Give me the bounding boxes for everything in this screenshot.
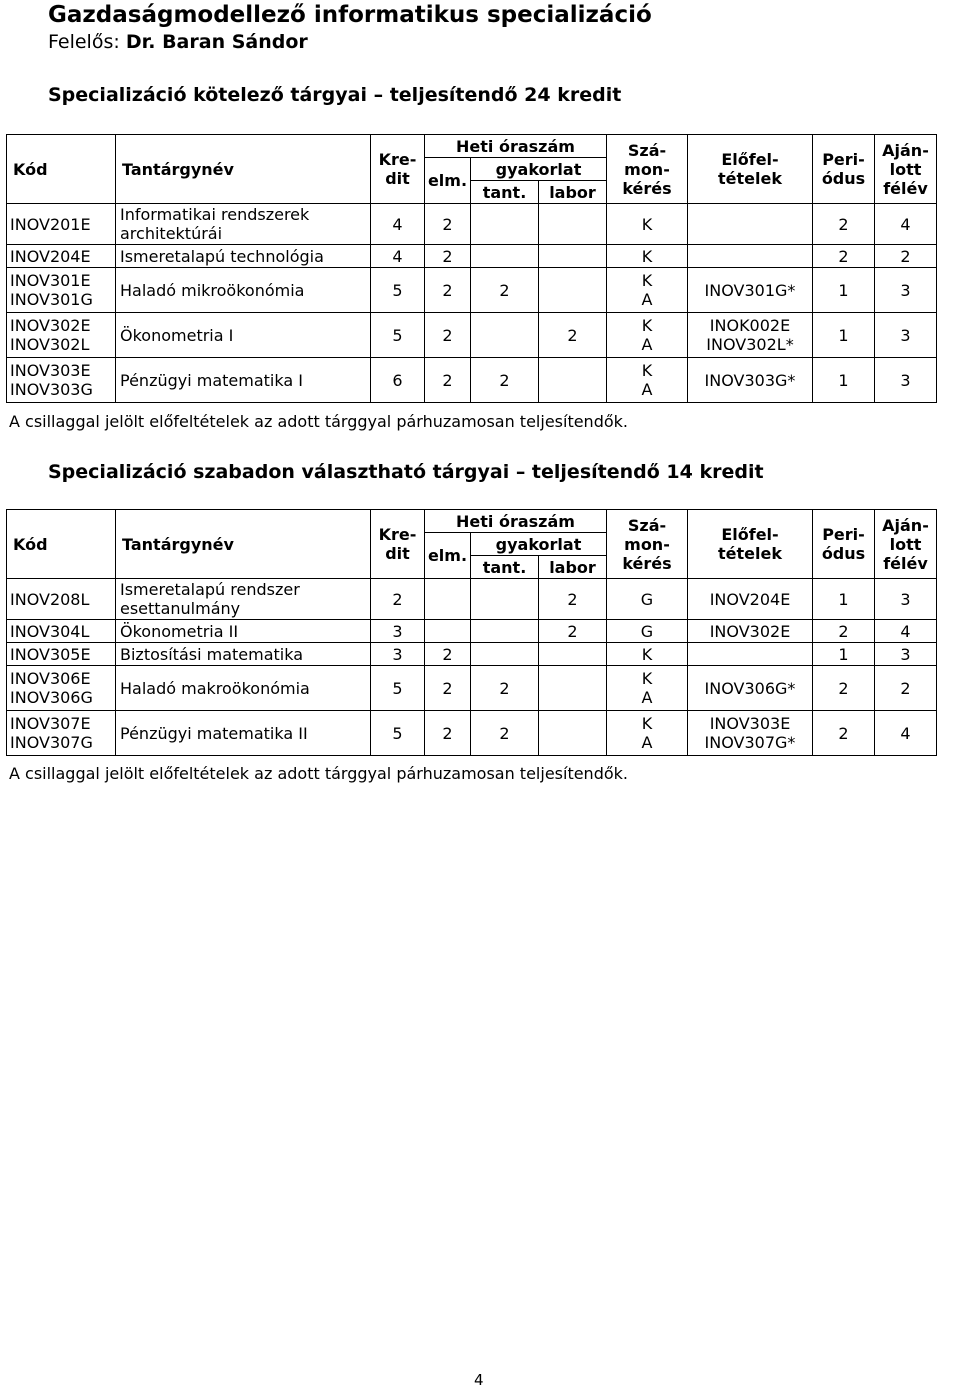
cell-elofeltetelek — [688, 579, 813, 620]
cell-line1: INOV301G* — [704, 280, 796, 300]
cell-line1: INOV208L — [10, 589, 90, 609]
cell-elm — [425, 579, 471, 620]
cell-line1: K — [641, 644, 653, 664]
cell-szamonkeres — [607, 711, 688, 756]
cell-labor — [539, 245, 607, 268]
cell-tant — [471, 579, 539, 620]
cell-line2: INOV307G* — [704, 733, 796, 752]
cell-line1: INOV302E — [709, 621, 791, 641]
cell-elm: 2 — [425, 358, 471, 403]
col-szamon-line2: mon- — [624, 534, 670, 554]
col-kredit-line2: dit — [385, 544, 410, 563]
cell-line1: INOV302E — [10, 316, 91, 335]
cell-name — [116, 358, 371, 403]
responsible-label: Felelős: — [48, 31, 120, 53]
cell-tant: 2 — [471, 711, 539, 756]
cell-szamonkeres — [607, 268, 688, 313]
cell-periodus: 1 — [813, 579, 875, 620]
col-szamon-line3: kérés — [622, 553, 672, 573]
cell-line2: A — [641, 380, 653, 399]
col-periodus — [813, 510, 875, 579]
cell-line1: Ismeretalapú technológia — [120, 246, 324, 266]
cell-tant — [471, 204, 539, 245]
cell-felev: 4 — [875, 620, 937, 643]
col-gyakorlat: gyakorlat — [471, 158, 607, 181]
col-ajanlott-felev — [875, 135, 937, 204]
cell-elofeltetelek — [688, 358, 813, 403]
cell-kredit: 5 — [371, 711, 425, 756]
col-labor: labor — [539, 556, 607, 579]
col-periodus-line1: Peri- — [822, 150, 865, 169]
cell-periodus: 1 — [813, 643, 875, 666]
cell-tant — [471, 245, 539, 268]
cell-felev: 2 — [875, 245, 937, 268]
cell-line2: INOV307G — [10, 733, 93, 752]
cell-line1: K — [641, 669, 653, 688]
cell-name — [116, 313, 371, 358]
cell-felev: 3 — [875, 579, 937, 620]
cell-line1: K — [641, 214, 653, 234]
cell-line2: INOV303G — [10, 380, 93, 399]
col-szamonkeres — [607, 135, 688, 204]
col-kredit-line1: Kre- — [378, 525, 417, 544]
section2-heading: Specializáció szabadon választható tárgyai – teljesítendő 14 kredit — [48, 461, 764, 483]
cell-kredit: 3 — [371, 620, 425, 643]
cell-code — [7, 666, 116, 711]
col-kod: Kód — [7, 135, 116, 204]
cell-elm: 2 — [425, 204, 471, 245]
cell-tant: 2 — [471, 666, 539, 711]
cell-labor — [539, 204, 607, 245]
cell-labor — [539, 268, 607, 313]
cell-line2: INOV306G — [10, 688, 93, 707]
cell-line1: K — [641, 316, 653, 335]
col-periodus-line2: ódus — [821, 544, 866, 563]
cell-line1: INOV305E — [10, 644, 91, 664]
cell-code — [7, 620, 116, 643]
cell-tant — [471, 620, 539, 643]
cell-line1: Ökonometria II — [120, 621, 239, 641]
col-elofeltetelek — [688, 135, 813, 204]
cell-elofeltetelek — [688, 313, 813, 358]
col-heti-oraszam: Heti óraszám — [425, 510, 607, 533]
cell-kredit: 4 — [371, 204, 425, 245]
cell-szamonkeres — [607, 204, 688, 245]
cell-kredit: 3 — [371, 643, 425, 666]
cell-labor — [539, 358, 607, 403]
cell-line1: Pénzügyi matematika II — [120, 723, 308, 743]
cell-line1: INOK002E — [709, 316, 791, 335]
cell-szamonkeres — [607, 358, 688, 403]
table-row — [7, 268, 937, 313]
cell-elofeltetelek — [688, 620, 813, 643]
col-szamon-line1: Szá- — [627, 140, 667, 160]
page-title: Gazdaságmodellező informatikus specializáció — [48, 2, 652, 28]
cell-szamonkeres — [607, 643, 688, 666]
col-elm: elm. — [425, 158, 471, 204]
cell-kredit: 5 — [371, 666, 425, 711]
col-tantargynev: Tantárgynév — [116, 135, 371, 204]
cell-line1: Ismeretalapú rendszer — [120, 580, 300, 599]
col-tant: tant. — [471, 556, 539, 579]
cell-periodus: 1 — [813, 268, 875, 313]
cell-line2: architektúrái — [120, 224, 223, 243]
col-szamon-line2: mon- — [624, 159, 670, 179]
col-elofel-line2: tételek — [718, 544, 782, 563]
cell-felev: 3 — [875, 313, 937, 358]
col-heti-oraszam: Heti óraszám — [425, 135, 607, 158]
cell-tant: 2 — [471, 268, 539, 313]
table-row — [7, 579, 937, 620]
cell-line2: A — [641, 335, 653, 354]
section1-heading: Specializáció kötelező tárgyai – teljesítendő 24 kredit — [48, 84, 622, 106]
cell-line1: K — [641, 271, 653, 290]
cell-line2: INOV301G — [10, 290, 93, 309]
cell-code — [7, 204, 116, 245]
cell-line1: G — [640, 621, 654, 641]
cell-line2: A — [641, 733, 653, 752]
table-row — [7, 245, 937, 268]
cell-line1: INOV307E — [10, 714, 91, 733]
cell-line1: INOV303G* — [704, 370, 796, 390]
cell-kredit: 5 — [371, 313, 425, 358]
table-row — [7, 358, 937, 403]
col-ajanlott-line1: Aján- — [882, 140, 929, 160]
col-elofel-line1: Előfel- — [721, 150, 779, 169]
col-kredit — [371, 510, 425, 579]
cell-felev: 4 — [875, 204, 937, 245]
cell-labor: 2 — [539, 579, 607, 620]
col-elofel-line1: Előfel- — [721, 525, 779, 544]
cell-line1: G — [640, 589, 654, 609]
cell-code — [7, 579, 116, 620]
cell-name — [116, 268, 371, 313]
cell-line2: A — [641, 688, 653, 707]
col-elm: elm. — [425, 533, 471, 579]
cell-szamonkeres — [607, 245, 688, 268]
cell-line1: Biztosítási matematika — [120, 644, 304, 664]
cell-line1: Haladó makroökonómia — [120, 678, 310, 698]
col-ajanlott-line2: lott — [889, 159, 922, 179]
cell-felev: 3 — [875, 268, 937, 313]
col-szamon-line3: kérés — [622, 178, 672, 198]
cell-line2: esettanulmány — [120, 599, 241, 618]
cell-line2: INOV302L* — [706, 335, 794, 354]
cell-labor — [539, 643, 607, 666]
cell-felev: 4 — [875, 711, 937, 756]
col-tant: tant. — [471, 181, 539, 204]
cell-line1: Informatikai rendszerek — [120, 205, 310, 224]
cell-kredit: 6 — [371, 358, 425, 403]
table-row — [7, 204, 937, 245]
col-elofeltetelek — [688, 510, 813, 579]
page-number: 4 — [474, 1371, 484, 1389]
col-gyakorlat: gyakorlat — [471, 533, 607, 556]
col-kredit-line1: Kre- — [378, 150, 417, 169]
cell-code — [7, 313, 116, 358]
cell-code — [7, 643, 116, 666]
table-row — [7, 711, 937, 756]
cell-elofeltetelek — [688, 245, 813, 268]
cell-line1: Haladó mikroökonómia — [120, 280, 305, 300]
cell-elm: 2 — [425, 711, 471, 756]
cell-name — [116, 643, 371, 666]
col-ajanlott-line3: félév — [883, 553, 928, 573]
cell-elm — [425, 620, 471, 643]
col-szamon-line1: Szá- — [627, 515, 667, 535]
col-periodus-line2: ódus — [821, 169, 866, 188]
cell-elofeltetelek — [688, 643, 813, 666]
col-ajanlott-line2: lott — [889, 534, 922, 554]
cell-kredit: 4 — [371, 245, 425, 268]
cell-name — [116, 620, 371, 643]
col-szamonkeres — [607, 510, 688, 579]
cell-line1: INOV303E — [10, 361, 91, 380]
cell-periodus: 2 — [813, 245, 875, 268]
cell-elm: 2 — [425, 268, 471, 313]
responsible-name: Dr. Baran Sándor — [125, 31, 308, 53]
cell-elm: 2 — [425, 245, 471, 268]
cell-labor: 2 — [539, 620, 607, 643]
cell-line1: INOV301E — [10, 271, 91, 290]
cell-code — [7, 711, 116, 756]
cell-line1: INOV306E — [10, 669, 91, 688]
cell-name — [116, 579, 371, 620]
table-row — [7, 666, 937, 711]
col-kredit — [371, 135, 425, 204]
cell-line1: Ökonometria I — [120, 325, 234, 345]
cell-elofeltetelek — [688, 204, 813, 245]
cell-line2: INOV302L — [10, 335, 90, 354]
cell-line1: Pénzügyi matematika I — [120, 370, 303, 390]
cell-periodus: 2 — [813, 711, 875, 756]
col-kredit-line2: dit — [385, 169, 410, 188]
col-periodus-line1: Peri- — [822, 525, 865, 544]
cell-code — [7, 245, 116, 268]
cell-felev: 2 — [875, 666, 937, 711]
cell-elofeltetelek — [688, 268, 813, 313]
section2-note: A csillaggal jelölt előfeltételek az adott tárggyal párhuzamosan teljesítendők. — [9, 764, 628, 783]
cell-elm: 2 — [425, 313, 471, 358]
cell-szamonkeres — [607, 666, 688, 711]
col-ajanlott-line3: félév — [883, 178, 928, 198]
responsible-line — [48, 31, 308, 53]
cell-line1: K — [641, 361, 653, 380]
cell-elofeltetelek — [688, 711, 813, 756]
cell-elm: 2 — [425, 643, 471, 666]
cell-line1: INOV304L — [10, 621, 90, 641]
cell-felev: 3 — [875, 358, 937, 403]
cell-szamonkeres — [607, 313, 688, 358]
cell-periodus: 1 — [813, 358, 875, 403]
cell-line1: INOV204E — [709, 589, 791, 609]
cell-line1: INOV201E — [10, 214, 91, 234]
cell-kredit: 2 — [371, 579, 425, 620]
section2-table — [6, 509, 936, 756]
col-ajanlott-felev — [875, 510, 937, 579]
cell-line1: INOV306G* — [704, 678, 796, 698]
cell-labor — [539, 666, 607, 711]
cell-elofeltetelek — [688, 666, 813, 711]
cell-name — [116, 204, 371, 245]
cell-name — [116, 245, 371, 268]
col-ajanlott-line1: Aján- — [882, 515, 929, 535]
cell-line1: K — [641, 246, 653, 266]
cell-tant: 2 — [471, 358, 539, 403]
cell-periodus: 2 — [813, 666, 875, 711]
cell-labor: 2 — [539, 313, 607, 358]
cell-line1: INOV204E — [10, 246, 91, 266]
cell-periodus: 2 — [813, 620, 875, 643]
cell-name — [116, 666, 371, 711]
cell-name — [116, 711, 371, 756]
col-kod: Kód — [7, 510, 116, 579]
cell-line2: A — [641, 290, 653, 309]
cell-line1: INOV303E — [709, 714, 791, 733]
col-labor: labor — [539, 181, 607, 204]
table-row — [7, 620, 937, 643]
cell-code — [7, 268, 116, 313]
cell-tant — [471, 313, 539, 358]
col-periodus — [813, 135, 875, 204]
cell-felev: 3 — [875, 643, 937, 666]
cell-elm: 2 — [425, 666, 471, 711]
cell-szamonkeres — [607, 620, 688, 643]
cell-line1: K — [641, 714, 653, 733]
table-row — [7, 313, 937, 358]
col-tantargynev: Tantárgynév — [116, 510, 371, 579]
table-row — [7, 643, 937, 666]
cell-tant — [471, 643, 539, 666]
cell-code — [7, 358, 116, 403]
cell-szamonkeres — [607, 579, 688, 620]
cell-periodus: 1 — [813, 313, 875, 358]
cell-kredit: 5 — [371, 268, 425, 313]
section1-note: A csillaggal jelölt előfeltételek az adott tárggyal párhuzamosan teljesítendők. — [9, 412, 628, 431]
section1-table — [6, 134, 936, 403]
col-elofel-line2: tételek — [718, 169, 782, 188]
cell-periodus: 2 — [813, 204, 875, 245]
cell-labor — [539, 711, 607, 756]
